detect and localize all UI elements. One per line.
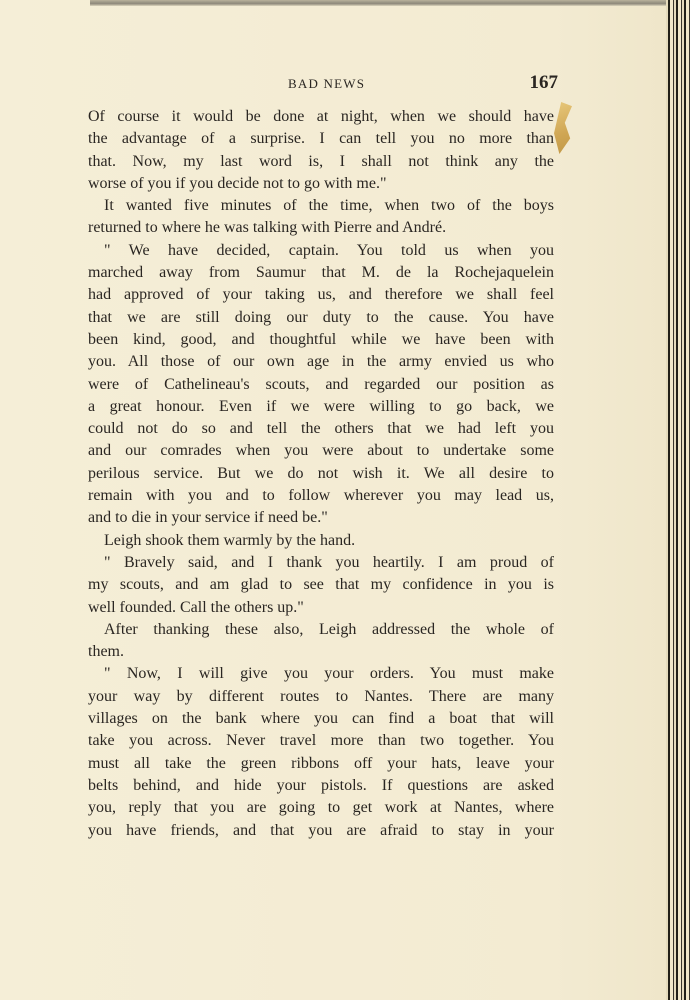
text-line: well founded. Call the others up." — [88, 598, 304, 616]
text-line: the advantage of a surprise. I can tell you no more than — [88, 130, 554, 148]
text-line: a great honour. Even if we were willing to go back, we — [88, 397, 554, 415]
page-number: 167 — [529, 72, 558, 93]
page-header — [88, 72, 558, 96]
text-line: were of Cathelineau's scouts, and regarded our position as — [88, 375, 554, 393]
text-line: my scouts, and am glad to see that my confidence in you is — [88, 576, 554, 594]
text-line: villages on the bank where you can find a boat that will — [88, 710, 554, 728]
page-top-edge — [90, 0, 690, 6]
text-line: Of course it would be done at night, when we should have — [88, 108, 554, 125]
text-line: that. Now, my last word is, I shall not think any the — [88, 152, 554, 170]
text-line: you, reply that you are going to get work at Nantes, where — [88, 799, 554, 817]
text-line: must all take the green ribbons off your hats, leave your — [88, 754, 554, 772]
text-line: you have friends, and that you are afraid to stay in your — [88, 821, 554, 839]
text-line: Leigh shook them warmly by the hand. — [104, 531, 356, 549]
text-line: and our comrades when you were about to undertake some — [88, 442, 554, 460]
text-line: belts behind, and hide your pistols. If questions are asked — [88, 776, 554, 794]
text-line: you. All those of our own age in the army envied us who — [88, 353, 554, 371]
text-line: It wanted five minutes of the time, when two of the boys — [104, 197, 554, 215]
text-line: them. — [88, 643, 124, 661]
text-line: had approved of your taking us, and therefore we shall feel — [88, 286, 554, 304]
book-binding-edge — [666, 0, 690, 1000]
text-line: returned to where he was talking with Pierre and André. — [88, 219, 447, 237]
running-head: BAD NEWS — [288, 76, 366, 91]
text-line: " Now, I will give you your orders. You must make — [104, 665, 554, 683]
text-line: and to die in your service if need be." — [88, 509, 328, 527]
text-line: " Bravely said, and I thank you heartily. I am proud of — [104, 553, 554, 571]
text-line: your way by different routes to Nantes. There are many — [88, 687, 554, 705]
text-line: marched away from Saumur that M. de la Rochejaquelein — [88, 264, 554, 282]
text-line: been kind, good, and thoughtful while we have been with — [88, 330, 554, 348]
text-body — [88, 106, 554, 842]
text-line: that we are still doing our duty to the cause. You have — [88, 308, 554, 326]
text-line: remain with you and to follow wherever you may lead us, — [88, 487, 554, 505]
text-line: worse of you if you decide not to go with me." — [88, 174, 387, 192]
text-line: perilous service. But we do not wish it. We all desire to — [88, 464, 554, 482]
text-line: " We have decided, captain. You told us when you — [104, 241, 554, 259]
text-line: could not do so and tell the others that we had left you — [88, 420, 554, 438]
text-line: After thanking these also, Leigh addressed the whole of — [104, 620, 554, 638]
text-line: take you across. Never travel more than two together. You — [88, 732, 554, 750]
